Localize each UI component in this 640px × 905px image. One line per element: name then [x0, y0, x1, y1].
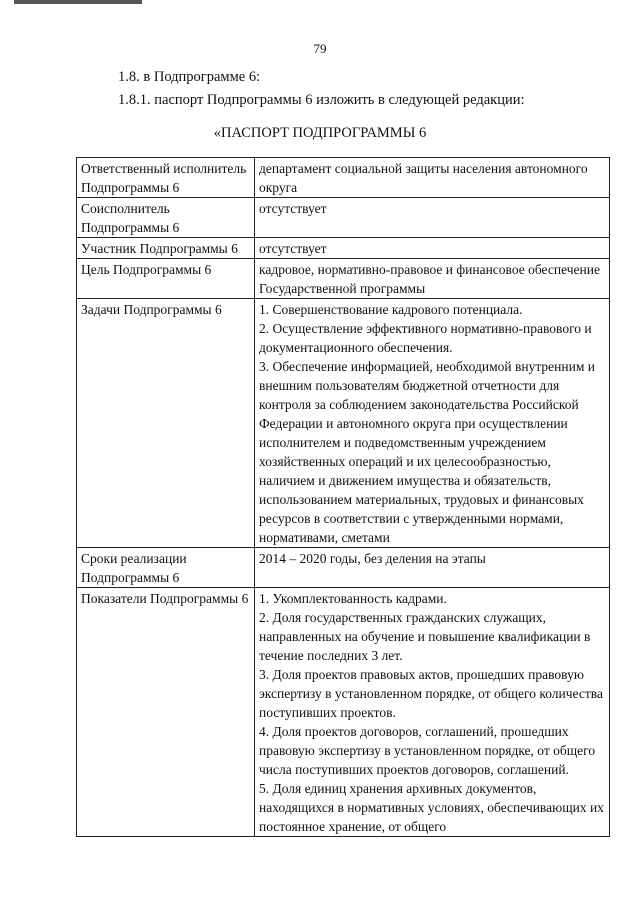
- row-item: отсутствует: [259, 241, 327, 256]
- row-key: Участник Подпрограммы 6: [77, 238, 255, 259]
- row-item: 2014 – 2020 годы, без деления на этапы: [259, 551, 486, 566]
- intro-line-1: 1.8. в Подпрограмме 6:: [118, 69, 261, 85]
- table-row-tasks: [77, 299, 610, 548]
- table-row-responsible: [77, 158, 610, 198]
- row-item: департамент социальной защиты населения автономного округа: [259, 161, 588, 195]
- scan-edge-mark: [14, 0, 142, 4]
- row-key: Цель Подпрограммы 6: [77, 259, 255, 299]
- row-key: Показатели Подпрограммы 6: [77, 588, 255, 837]
- row-key: Сроки реализации Подпрограммы 6: [77, 548, 255, 588]
- row-item: отсутствует: [259, 201, 327, 216]
- table-row-terms: [77, 548, 610, 588]
- row-item: 1. Укомплектованность кадрами.: [259, 591, 447, 606]
- table-row-goal: [77, 259, 610, 299]
- row-item: 1. Совершенствование кадрового потенциала.: [259, 302, 523, 317]
- row-item: 3. Доля проектов правовых актов, прошедших правовую экспертизу в установленном порядке, от общего количества поступивших проектов.: [259, 667, 603, 720]
- passport-table: [76, 157, 610, 837]
- row-value: [255, 548, 610, 588]
- page-number: 79: [313, 41, 327, 56]
- table-row-indicators: [77, 588, 610, 837]
- table-row-coexecutor: [77, 198, 610, 238]
- row-value: [255, 588, 610, 837]
- row-item: 2. Доля государственных гражданских служащих, направленных на обучение и повышение квалификации в течение последних 3 лет.: [259, 610, 591, 663]
- row-value: [255, 299, 610, 548]
- row-key: Ответственный исполнитель Подпрограммы 6: [77, 158, 255, 198]
- row-value: [255, 238, 610, 259]
- passport-title: «ПАСПОРТ ПОДПРОГРАММЫ 6: [213, 125, 427, 141]
- table-row-participant: [77, 238, 610, 259]
- row-value: [255, 259, 610, 299]
- row-key: Задачи Подпрограммы 6: [77, 299, 255, 548]
- row-item: кадровое, нормативно-правовое и финансовое обеспечение Государственной программы: [259, 262, 600, 296]
- row-key: Соисполнитель Подпрограммы 6: [77, 198, 255, 238]
- row-item: 5. Доля единиц хранения архивных документов, находящихся в нормативных условиях, обеспечивающих их постоянное хранение, от общего: [259, 781, 604, 834]
- row-value: [255, 158, 610, 198]
- row-item: 2. Осуществление эффективного нормативно-правового и документационного обеспечения.: [259, 321, 592, 355]
- row-value: [255, 198, 610, 238]
- intro-line-2: 1.8.1. паспорт Подпрограммы 6 изложить в следующей редакции:: [118, 92, 525, 108]
- row-item: 4. Доля проектов договоров, соглашений, прошедших правовую экспертизу в установленном порядке, от общего числа поступивших проектов договоров, соглашений.: [259, 724, 596, 777]
- row-item: 3. Обеспечение информацией, необходимой внутренним и внешним пользователям бюджетной отчетности для контроля за соблюдением законодательства Российской Федерации и автономного округа при осуществлении исполнителем и подведомственным учреждением хозяйственных операций и их целесообразностью, наличием и движением имущества и обязательств, использованием материальных, трудовых и финансовых ресурсов в соответствии с утвержденными нормами, нормативами, сметами: [259, 359, 595, 545]
